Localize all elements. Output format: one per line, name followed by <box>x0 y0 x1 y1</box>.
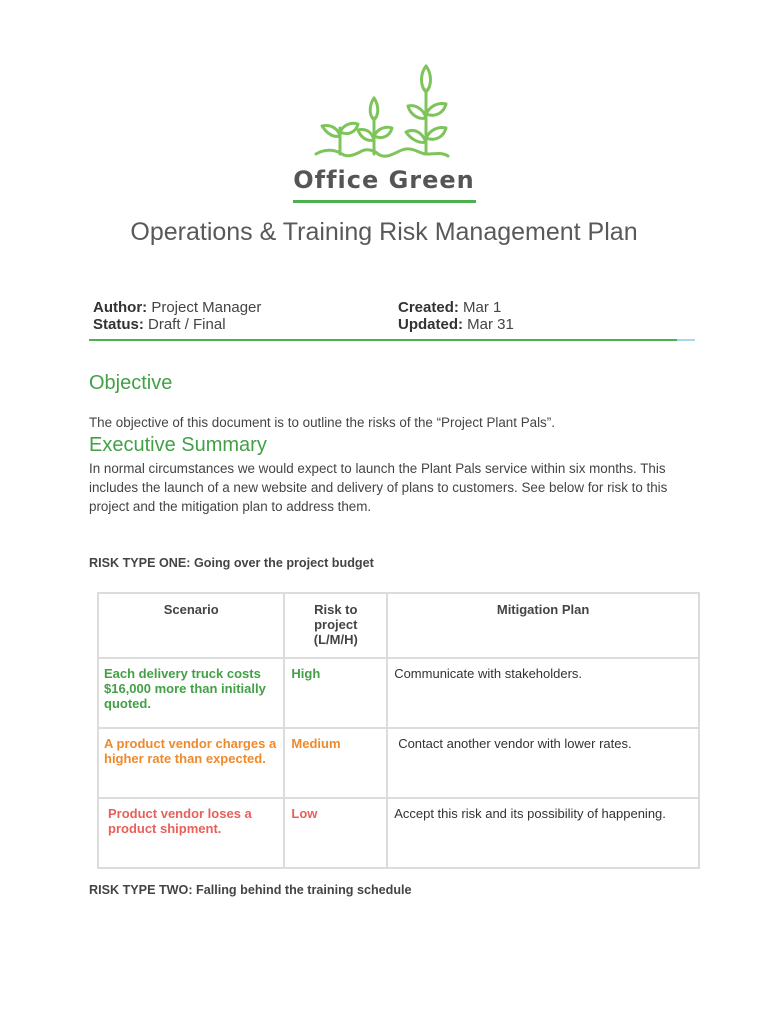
objective-text: The objective of this document is to outline the risks of the “Project Plant Pals”. <box>89 415 555 430</box>
status-value: Draft / Final <box>148 316 226 333</box>
header-risk-level: Risk to project (L/M/H) <box>284 593 387 658</box>
status-label: Status: <box>93 316 144 333</box>
table-row <box>98 658 699 728</box>
summary-heading: Executive Summary <box>89 434 267 456</box>
mitigation-cell: Communicate with stakeholders. <box>387 658 699 728</box>
author-value: Project Manager <box>151 299 262 316</box>
author-row <box>93 299 261 316</box>
scenario-cell: Product vendor loses a product shipment. <box>98 798 284 868</box>
header-scenario: Scenario <box>98 593 284 658</box>
created-label: Created: <box>398 299 459 316</box>
scenario-cell: A product vendor charges a higher rate than expected. <box>98 728 284 798</box>
risk-one-heading: RISK TYPE ONE: Going over the project budget <box>89 556 374 570</box>
created-value: Mar 1 <box>463 299 502 316</box>
table-row <box>98 798 699 868</box>
scenario-cell: Each delivery truck costs $16,000 more than initially quoted. <box>98 658 284 728</box>
mitigation-cell: Accept this risk and its possibility of happening. <box>387 798 699 868</box>
risk-one-table <box>97 592 700 869</box>
objective-heading: Objective <box>89 372 173 394</box>
logo-underline <box>293 200 476 203</box>
status-row <box>93 316 261 333</box>
author-label: Author: <box>93 299 148 316</box>
logo-wordmark: Office Green <box>293 166 475 194</box>
table-header-row <box>98 593 699 658</box>
risk-level-cell: High <box>284 658 387 728</box>
updated-value: Mar 31 <box>467 316 514 333</box>
meta-left-column <box>93 299 261 333</box>
updated-row <box>398 316 514 333</box>
brand-logo <box>0 62 768 203</box>
header-mitigation: Mitigation Plan <box>387 593 699 658</box>
risk-level-cell: Medium <box>284 728 387 798</box>
meta-divider <box>89 339 694 342</box>
summary-text: In normal circumstances we would expect to launch the Plant Pals service within six months. This includes the launch of a new website and delivery of plans to customers. See below for risk to this project and the mitigation plan to address them. <box>89 461 668 514</box>
risk-two-heading: RISK TYPE TWO: Falling behind the training schedule <box>89 883 412 897</box>
meta-right-column <box>398 299 514 333</box>
mitigation-cell: Contact another vendor with lower rates. <box>387 728 699 798</box>
created-row <box>398 299 514 316</box>
table-row <box>98 728 699 798</box>
risk-level-cell: Low <box>284 798 387 868</box>
document-title: Operations & Training Risk Management Plan <box>130 218 638 246</box>
plants-logo-icon <box>314 62 454 160</box>
updated-label: Updated: <box>398 316 463 333</box>
